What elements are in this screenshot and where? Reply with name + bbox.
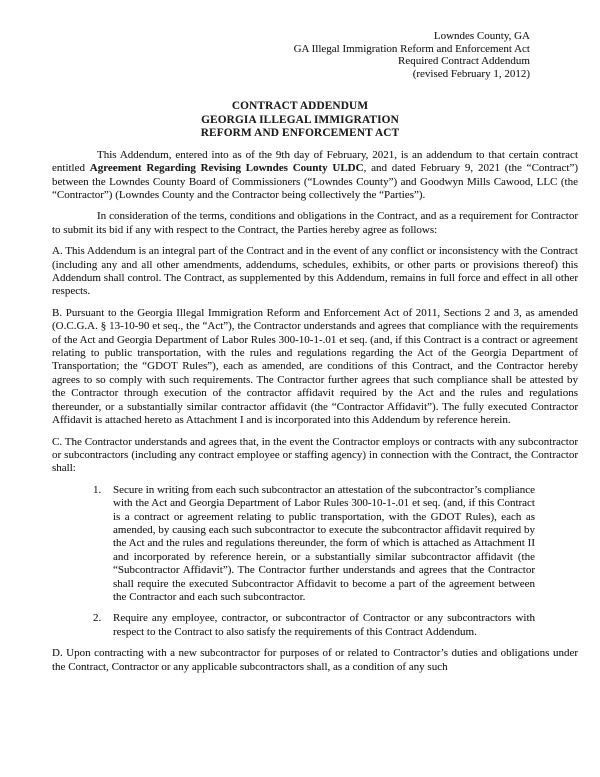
paragraph-section-b: B. Pursuant to the Georgia Illegal Immigration Reform and Enforcement Act of 2011, Sections 2 and 3, as amended (O.C.G.A. § 13-10-90 et seq., the “Act”), the Contractor understands and agrees that compliance with the requirements of the Act and Georgia Department of Labor Rules 300-10-1-.01 et seq. (and, if this Contract is a contract or agreement relating to public transportation, with the rules and regulations regarding the Act of the Georgia Department of Transportation; the “GDOT Rules”), each as amended, are conditions of this Contract, and the Contractor hereby agrees to so comply with such requirements. The Contractor further agrees that such compliance shall be attested by the Contractor through execution of the contractor affidavit required by the Act and the rules and regulations thereunder, or a substantially similar contractor affidavit (the “Contractor Affidavit”). The fully executed Contractor Affidavit is attached hereto as Attachment I and is incorporated into this Addendum by reference herein. bbox=[52, 306, 578, 427]
document-header bbox=[52, 30, 578, 80]
intro-text-before-bold: This Addendum, entered into as of the 9th day of February, 2021, is an addendum to that certain contract entitled bbox=[52, 148, 578, 175]
subcontractor-requirements-list bbox=[52, 484, 578, 639]
paragraph-section-c: C. The Contractor understands and agrees that, in the event the Contractor employs or contracts with any subcontractor or subcontractors (including any contract employee or staffing agency) in connection with the Contract, the Contractor shall: bbox=[52, 435, 578, 475]
header-line-addendum: Required Contract Addendum bbox=[398, 55, 530, 67]
list-item-1-number: 1. bbox=[93, 483, 102, 496]
list-item-1 bbox=[93, 484, 535, 605]
paragraph-section-a: A. This Addendum is an integral part of the Contract and in the event of any conflict or inconsistency with the Contract (including any and all other amendments, addendums, schedules, exhibits, or other parts or provisions thereof) this Addendum shall control. The Contract, as supplemented by this Addendum, remains in full force and effect in all other respects. bbox=[52, 245, 578, 298]
list-item-2-number: 2. bbox=[93, 612, 102, 625]
paragraph-section-d: D. Upon contracting with a new subcontractor for purposes of or related to Contractor’s duties and obligations under the Contract, Contractor or any applicable subcontractors shall, as a condition of any such bbox=[52, 647, 578, 673]
title-line-1: CONTRACT ADDENDUM bbox=[231, 100, 369, 112]
list-item-2 bbox=[93, 612, 535, 639]
header-line-revised-date: (revised February 1, 2012) bbox=[412, 67, 530, 80]
list-item-2-text: Require any employee, contractor, or subcontractor of Contractor or any subcontractors with respect to the Contract to also satisfy the requirements of this Contract Addendum. bbox=[113, 612, 535, 638]
paragraph-consideration: In consideration of the terms, conditions and obligations in the Contract, and as a requirement for Contractor to submit its bid if any with respect to the Contract, the Parties hereby agree as follows: bbox=[52, 210, 578, 236]
header-line-county: Lowndes County, GA bbox=[433, 30, 530, 42]
title-line-2: GEORGIA ILLEGAL IMMIGRATION bbox=[201, 113, 399, 126]
header-line-act: GA Illegal Immigration Reform and Enforcement Act bbox=[293, 42, 530, 55]
title-line-3: REFORM AND ENFORCEMENT ACT bbox=[200, 127, 400, 140]
intro-text-after-bold: , and dated February 9, 2021 (the “Contract”) between the Lowndes County Board of Commissioners (“Lowndes County”) and Goodwyn Mills Cawood, LLC (the “Contractor”) (Lowndes County and the Contractor being collectively the “Parties”). bbox=[52, 162, 578, 201]
paragraph-intro bbox=[52, 149, 578, 203]
contract-title-bold: Agreement Regarding Revising Lowndes County ULDC bbox=[89, 162, 364, 175]
document-title bbox=[37, 100, 563, 141]
list-item-1-text: Secure in writing from each such subcontractor an attestation of the subcontractor’s compliance with the Act and Georgia Department of Labor Rules 300-10-1-.01 et seq. (and, if this Contract is a contract or agreement relating to public transportation, with the GDOT Rules), each as amended, by causing each such subcontractor to execute the subcontractor affidavit required by the Act and the rules and regulations thereunder, the form of which is attached as Attachment II and incorporated by reference herein, or a substantially similar subcontractor affidavit (the “Subcontractor Affidavit”). The Contractor further understands and agrees that the Contractor shall require the executed Subcontractor Affidavit to become a part of the agreement between the Contractor and each such subcontractor. bbox=[113, 483, 535, 603]
